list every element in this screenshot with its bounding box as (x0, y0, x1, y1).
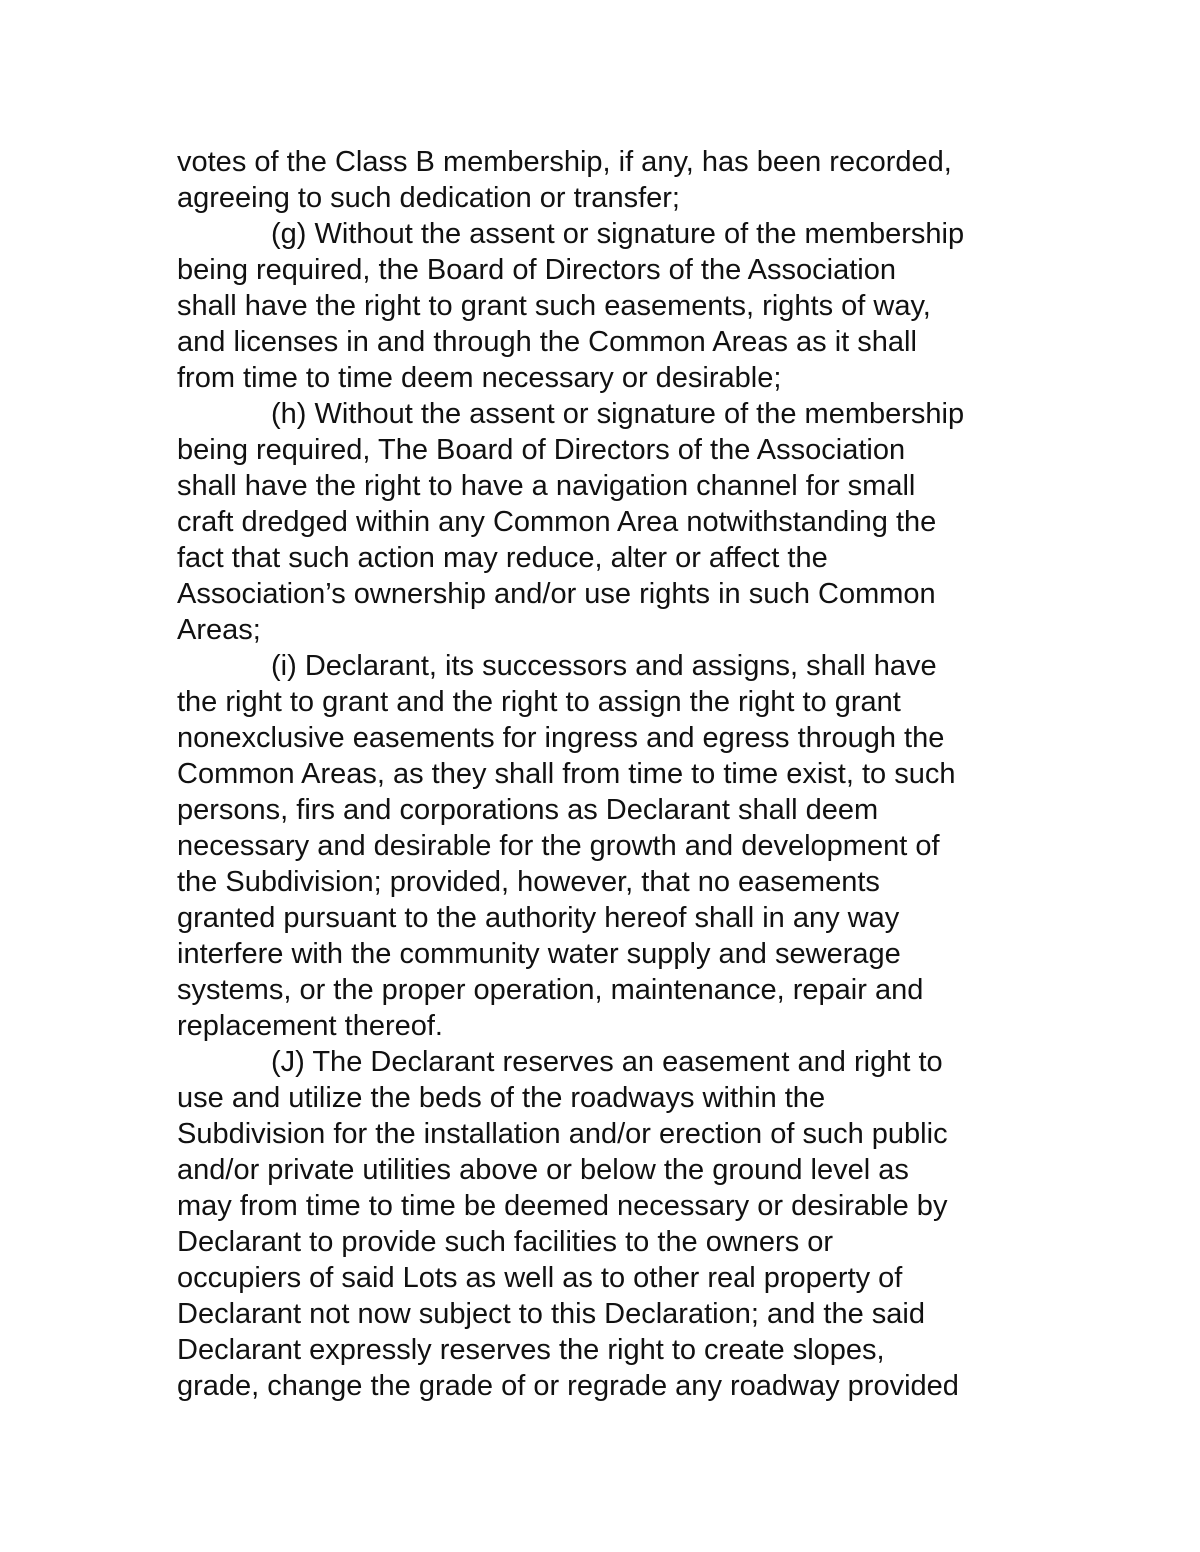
text-line: Declarant to provide such facilities to the owners or (177, 1226, 834, 1258)
text-line: occupiers of said Lots as well as to other real property of (177, 1262, 903, 1294)
text-line: Declarant expressly reserves the right to create slopes, (177, 1334, 885, 1366)
text-line: Common Areas, as they shall from time to time exist, to such (177, 758, 956, 790)
text-line: being required, the Board of Directors of the Association (177, 254, 896, 286)
text-line: interfere with the community water supply and sewerage (177, 938, 901, 970)
text-line: and licenses in and through the Common Areas as it shall (177, 326, 917, 358)
text-line: necessary and desirable for the growth and development of (177, 830, 940, 862)
text-line: being required, The Board of Directors of the Association (177, 434, 906, 466)
text-line: votes of the Class B membership, if any, has been recorded, (177, 146, 952, 178)
text-line: persons, firs and corporations as Declarant shall deem (177, 794, 879, 826)
text-line: Areas; (177, 614, 261, 646)
text-line: from time to time deem necessary or desirable; (177, 362, 782, 394)
text-line: (J) The Declarant reserves an easement and right to (271, 1046, 943, 1078)
text-line: Declarant not now subject to this Declaration; and the said (177, 1298, 925, 1330)
text-line: craft dredged within any Common Area notwithstanding the (177, 506, 937, 538)
text-line: replacement thereof. (177, 1010, 443, 1042)
text-line: systems, or the proper operation, maintenance, repair and (177, 974, 924, 1006)
text-line: granted pursuant to the authority hereof shall in any way (177, 902, 900, 934)
text-line: the right to grant and the right to assign the right to grant (177, 686, 901, 718)
text-line: Subdivision for the installation and/or erection of such public (177, 1118, 948, 1150)
text-line: grade, change the grade of or regrade any roadway provided (177, 1370, 959, 1402)
body-text (177, 144, 1047, 1404)
text-line: Association’s ownership and/or use rights in such Common (177, 578, 936, 610)
text-line: (h) Without the assent or signature of the membership (271, 398, 965, 430)
text-line: (i) Declarant, its successors and assigns, shall have (271, 650, 937, 682)
text-line: (g) Without the assent or signature of the membership (271, 218, 965, 250)
text-line: may from time to time be deemed necessary or desirable by (177, 1190, 948, 1222)
text-line: the Subdivision; provided, however, that no easements (177, 866, 880, 898)
text-line: nonexclusive easements for ingress and egress through the (177, 722, 945, 754)
text-line: shall have the right to grant such easements, rights of way, (177, 290, 931, 322)
text-line: agreeing to such dedication or transfer; (177, 182, 680, 214)
text-line: fact that such action may reduce, alter or affect the (177, 542, 828, 574)
text-line: and/or private utilities above or below the ground level as (177, 1154, 909, 1186)
text-line: shall have the right to have a navigation channel for small (177, 470, 916, 502)
text-line: use and utilize the beds of the roadways within the (177, 1082, 826, 1114)
